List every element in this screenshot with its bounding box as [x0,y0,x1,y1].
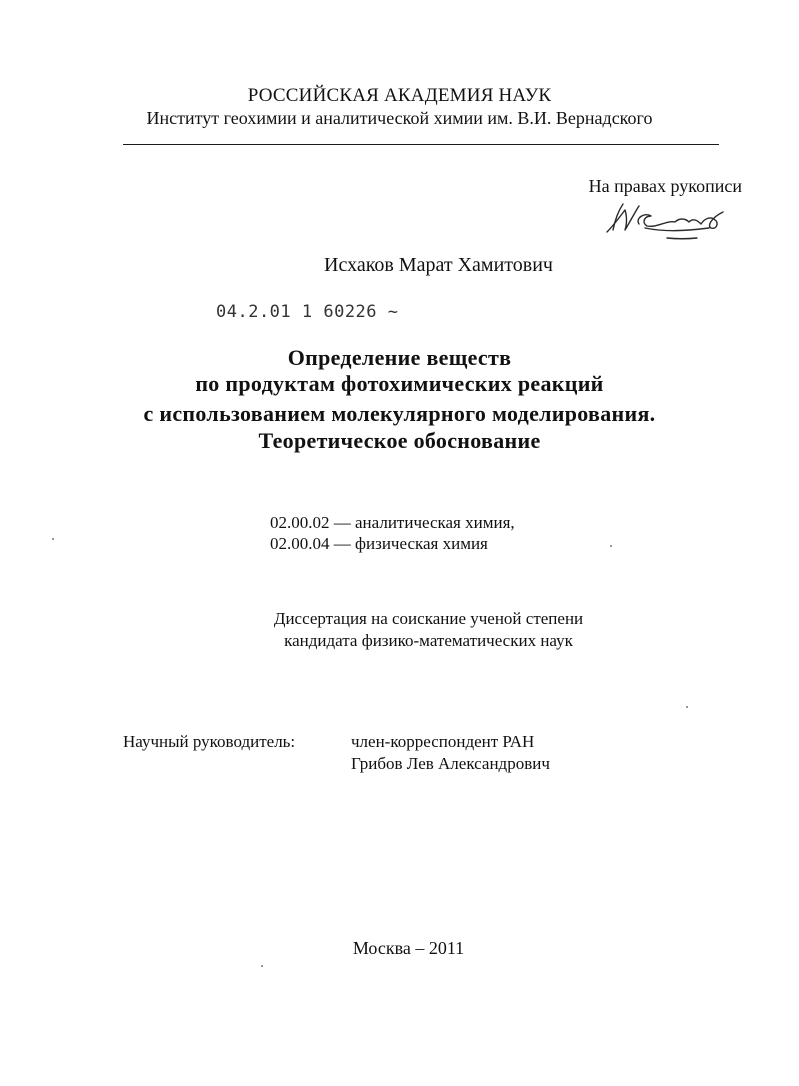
scan-speck [261,965,263,967]
supervisor-rank: член-корреспондент РАН [351,732,535,751]
supervisor-name: Грибов Лев Александрович [351,754,550,773]
dissertation-line-1: Диссертация на соискание ученой степени [273,609,584,628]
title-line-2: по продуктам фотохимических реакций [195,371,604,396]
organization-name: РОССИЙСКАЯ АКАДЕМИЯ НАУК [247,85,552,106]
dissertation-line-2: кандидата физико-математических наук [284,631,573,650]
scan-speck [52,538,54,540]
header-divider [123,144,719,145]
author-name: Исхаков Марат Хамитович [324,254,553,276]
title-line-3: с использованием молекулярного моделирования. [143,401,656,426]
signature-icon [605,198,735,244]
title-line-1: Определение веществ [287,345,512,370]
scan-speck [686,706,688,708]
scan-speck [610,545,612,547]
city-year: Москва – 2011 [352,938,465,958]
rights-note: На правах рукописи [588,176,742,196]
registration-code: 04.2.01 1 60226 ~ [216,302,399,322]
title-line-4: Теоретическое обоснование [258,428,541,453]
specialty-1: 02.00.02 — аналитическая химия, [270,513,515,532]
supervisor-label: Научный руководитель: [123,732,296,751]
institute-name: Институт геохимии и аналитической химии им. В.И. Вернадского [146,108,653,128]
specialty-2: 02.00.04 — физическая химия [270,534,488,553]
